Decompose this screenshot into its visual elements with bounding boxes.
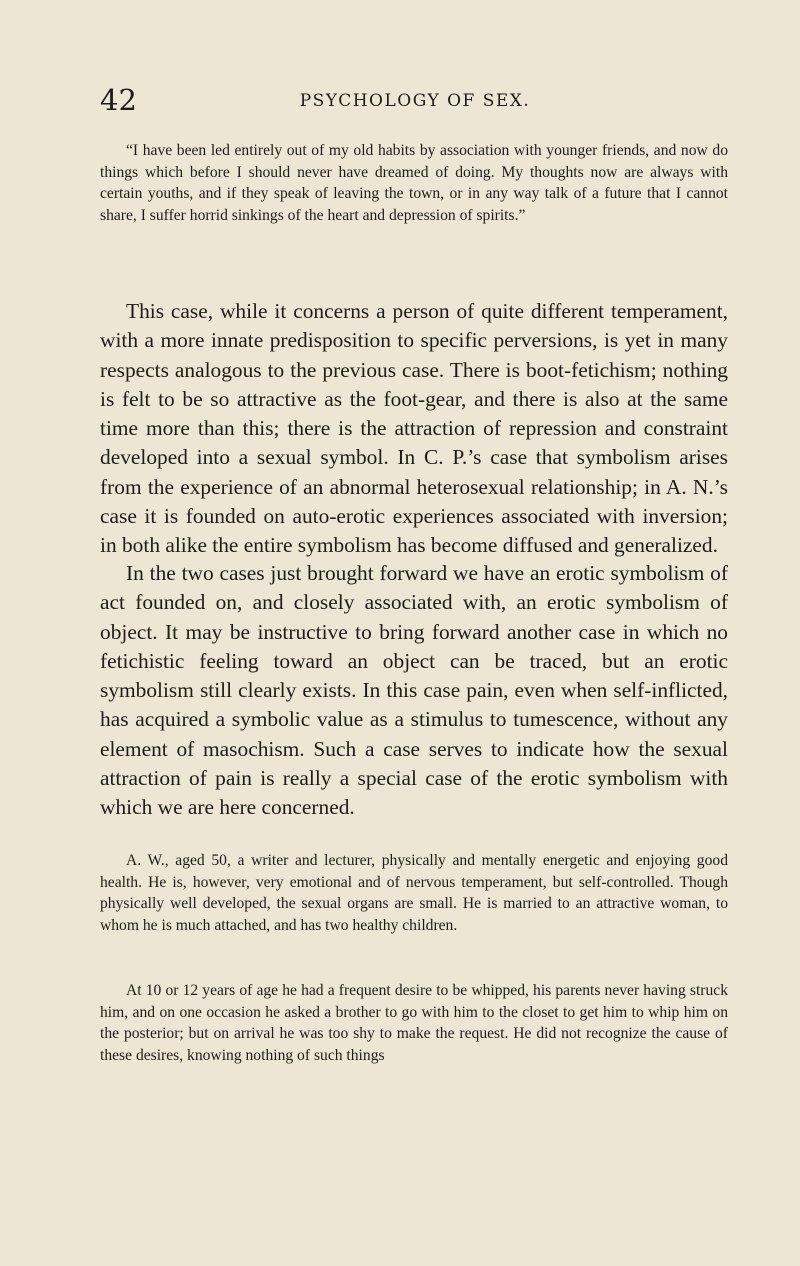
case-quote: “I have been led entirely out of my old habits by association with younger friends, and now do things which before I should never have dreamed of doing. My thoughts now are always with certain youths, and if they speak of leaving the town, or in any way talk of a future that I cannot share, I suffer horrid sinkings of the heart and depression of spirits.” <box>100 142 728 224</box>
running-title: PSYCHOLOGY OF SEX. <box>299 91 531 111</box>
body-paragraph-1: This case, while it concerns a person of quite different temperament, with a more innate predisposition to specific perversions, is yet in many respects analogous to the previous case. There is boot-fetichism; nothing is felt to be so attractive as the foot-gear, and there is also at the same time more than this; there is the attraction of repression and constraint developed into a sexual symbol. In C. P.’s case that symbolism arises from the experience of an abnormal heterosexual relationship; in A. N.’s case it is founded on auto-erotic experiences associated with inversion; in both alike the entire symbolism has become diffused and generalized. <box>100 299 728 558</box>
running-head <box>100 84 730 116</box>
case-history-intro: A. W., aged 50, a writer and lecturer, physically and mentally energetic and enjoying good health. He is, however, very emotional and of nervous temperament, but self-controlled. Though physically well developed, the sexual organs are small. He is married to an attractive woman, to whom he is much attached, and has two healthy children. <box>100 852 728 934</box>
case-history-childhood: At 10 or 12 years of age he had a frequent desire to be whipped, his parents never having struck him, and on one occasion he asked a brother to go with him to the closet to get him to whip him on the posterior; but on arrival he was too shy to make the request. He did not recognize the cause of these desires, knowing nothing of such things <box>100 982 728 1064</box>
page-number: 42 <box>100 83 137 117</box>
body-paragraph-2: In the two cases just brought forward we have an erotic symbolism of act founded on, and closely associated with, an erotic symbolism of object. It may be instructive to bring forward another case in which no fetichistic feeling toward an object can be traced, but an erotic symbolism still clearly exists. In this case pain, even when self-inflicted, has acquired a symbolic value as a stimulus to tumescence, without any element of masochism. Such a case serves to indicate how the sexual attraction of pain is really a special case of the erotic symbolism with which we are here concerned. <box>100 561 728 820</box>
